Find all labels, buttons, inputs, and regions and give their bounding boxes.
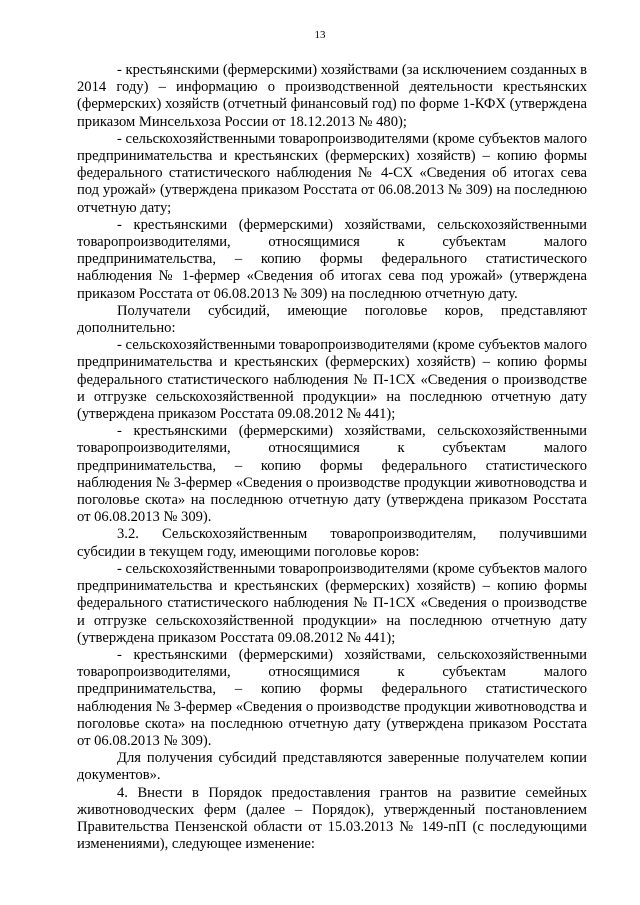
- document-body: [77, 62, 587, 853]
- paragraph-kfh-report: - крестьянскими (фермерскими) хозяйствами (за исключением созданных в 2014 году) – информацию о производственной деятельности крестьянских (фермерских) хозяйств (отчетный финансовый год) по форме 1-КФХ (утверждена приказом Минсельхоза России от 18.12.2013 № 480);: [77, 62, 587, 130]
- paragraph-4sx-form: - сельскохозяйственными товаропроизводителями (кроме субъектов малого предпринимательства и крестьянских (фермерских) хозяйств) – копию формы федерального статистического наблюдения № 4-СХ «Сведения об итогах сева под урожай» (утверждена приказом Росстата от 06.08.2013 № 309) на последнюю отчетную дату;: [77, 130, 587, 216]
- paragraph-section-3-2: 3.2. Сельскохозяйственным товаропроизводителям, получившими субсидии в текущем году, имеющими поголовье коров:: [77, 526, 587, 560]
- paragraph-section-4: 4. Внести в Порядок предоставления грантов на развитие семейных животноводческих ферм (далее – Порядок), утвержденный постановлением Правительства Пензенской области от 15.03.2013 № 149-пП (с последующими изменениями), следующее изменение:: [77, 784, 587, 853]
- paragraph-3fermer-form-current-year: - крестьянскими (фермерскими) хозяйствами, сельскохозяйственными товаропроизводителями, относящимися к субъектам малого предпринимательства, – копию формы федерального статистического наблюдения № 3-фермер «Сведения о производстве продукции животноводства и поголовье скота» на последнюю отчетную дату (утверждена приказом Росстата от 06.08.2013 № 309).: [77, 646, 587, 749]
- paragraph-1fermer-form: - крестьянскими (фермерскими) хозяйствами, сельскохозяйственными товаропроизводителями, относящимися к субъектам малого предпринимательства, – копию формы федерального статистического наблюдения № 1-фермер «Сведения об итогах сева под урожай» (утверждена приказом Росстата от 06.08.2013 № 309) на последнюю отчетную дату.: [77, 216, 587, 302]
- paragraph-cows-additional: Получатели субсидий, имеющие поголовье коров, представляют дополнительно:: [77, 302, 587, 337]
- paragraph-p1sx-form: - сельскохозяйственными товаропроизводителями (кроме субъектов малого предпринимательства и крестьянских (фермерских) хозяйств) – копию формы федерального статистического наблюдения № П-1СХ «Сведения о производстве и отгрузке сельскохозяйственной продукции» на последнюю отчетную дату (утверждена приказом Росстата 09.08.2012 № 441);: [77, 337, 587, 423]
- paragraph-3fermer-form: - крестьянскими (фермерскими) хозяйствами, сельскохозяйственными товаропроизводителями, относящимися к субъектам малого предпринимательства, – копию формы федерального статистического наблюдения № 3-фермер «Сведения о производстве продукции животноводства и поголовье скота» на последнюю отчетную дату (утверждена приказом Росстата от 06.08.2013 № 309).: [77, 423, 587, 526]
- paragraph-certified-copies: Для получения субсидий представляются заверенные получателем копии документов».: [77, 750, 587, 784]
- paragraph-p1sx-form-current-year: - сельскохозяйственными товаропроизводителями (кроме субъектов малого предпринимательства и крестьянских (фермерских) хозяйств) – копию формы федерального статистического наблюдения № П-1СХ «Сведения о производстве и отгрузке сельскохозяйственной продукции» на последнюю отчетную дату (утверждена приказом Росстата 09.08.2012 № 441);: [77, 560, 587, 646]
- page-number: 13: [314, 29, 326, 41]
